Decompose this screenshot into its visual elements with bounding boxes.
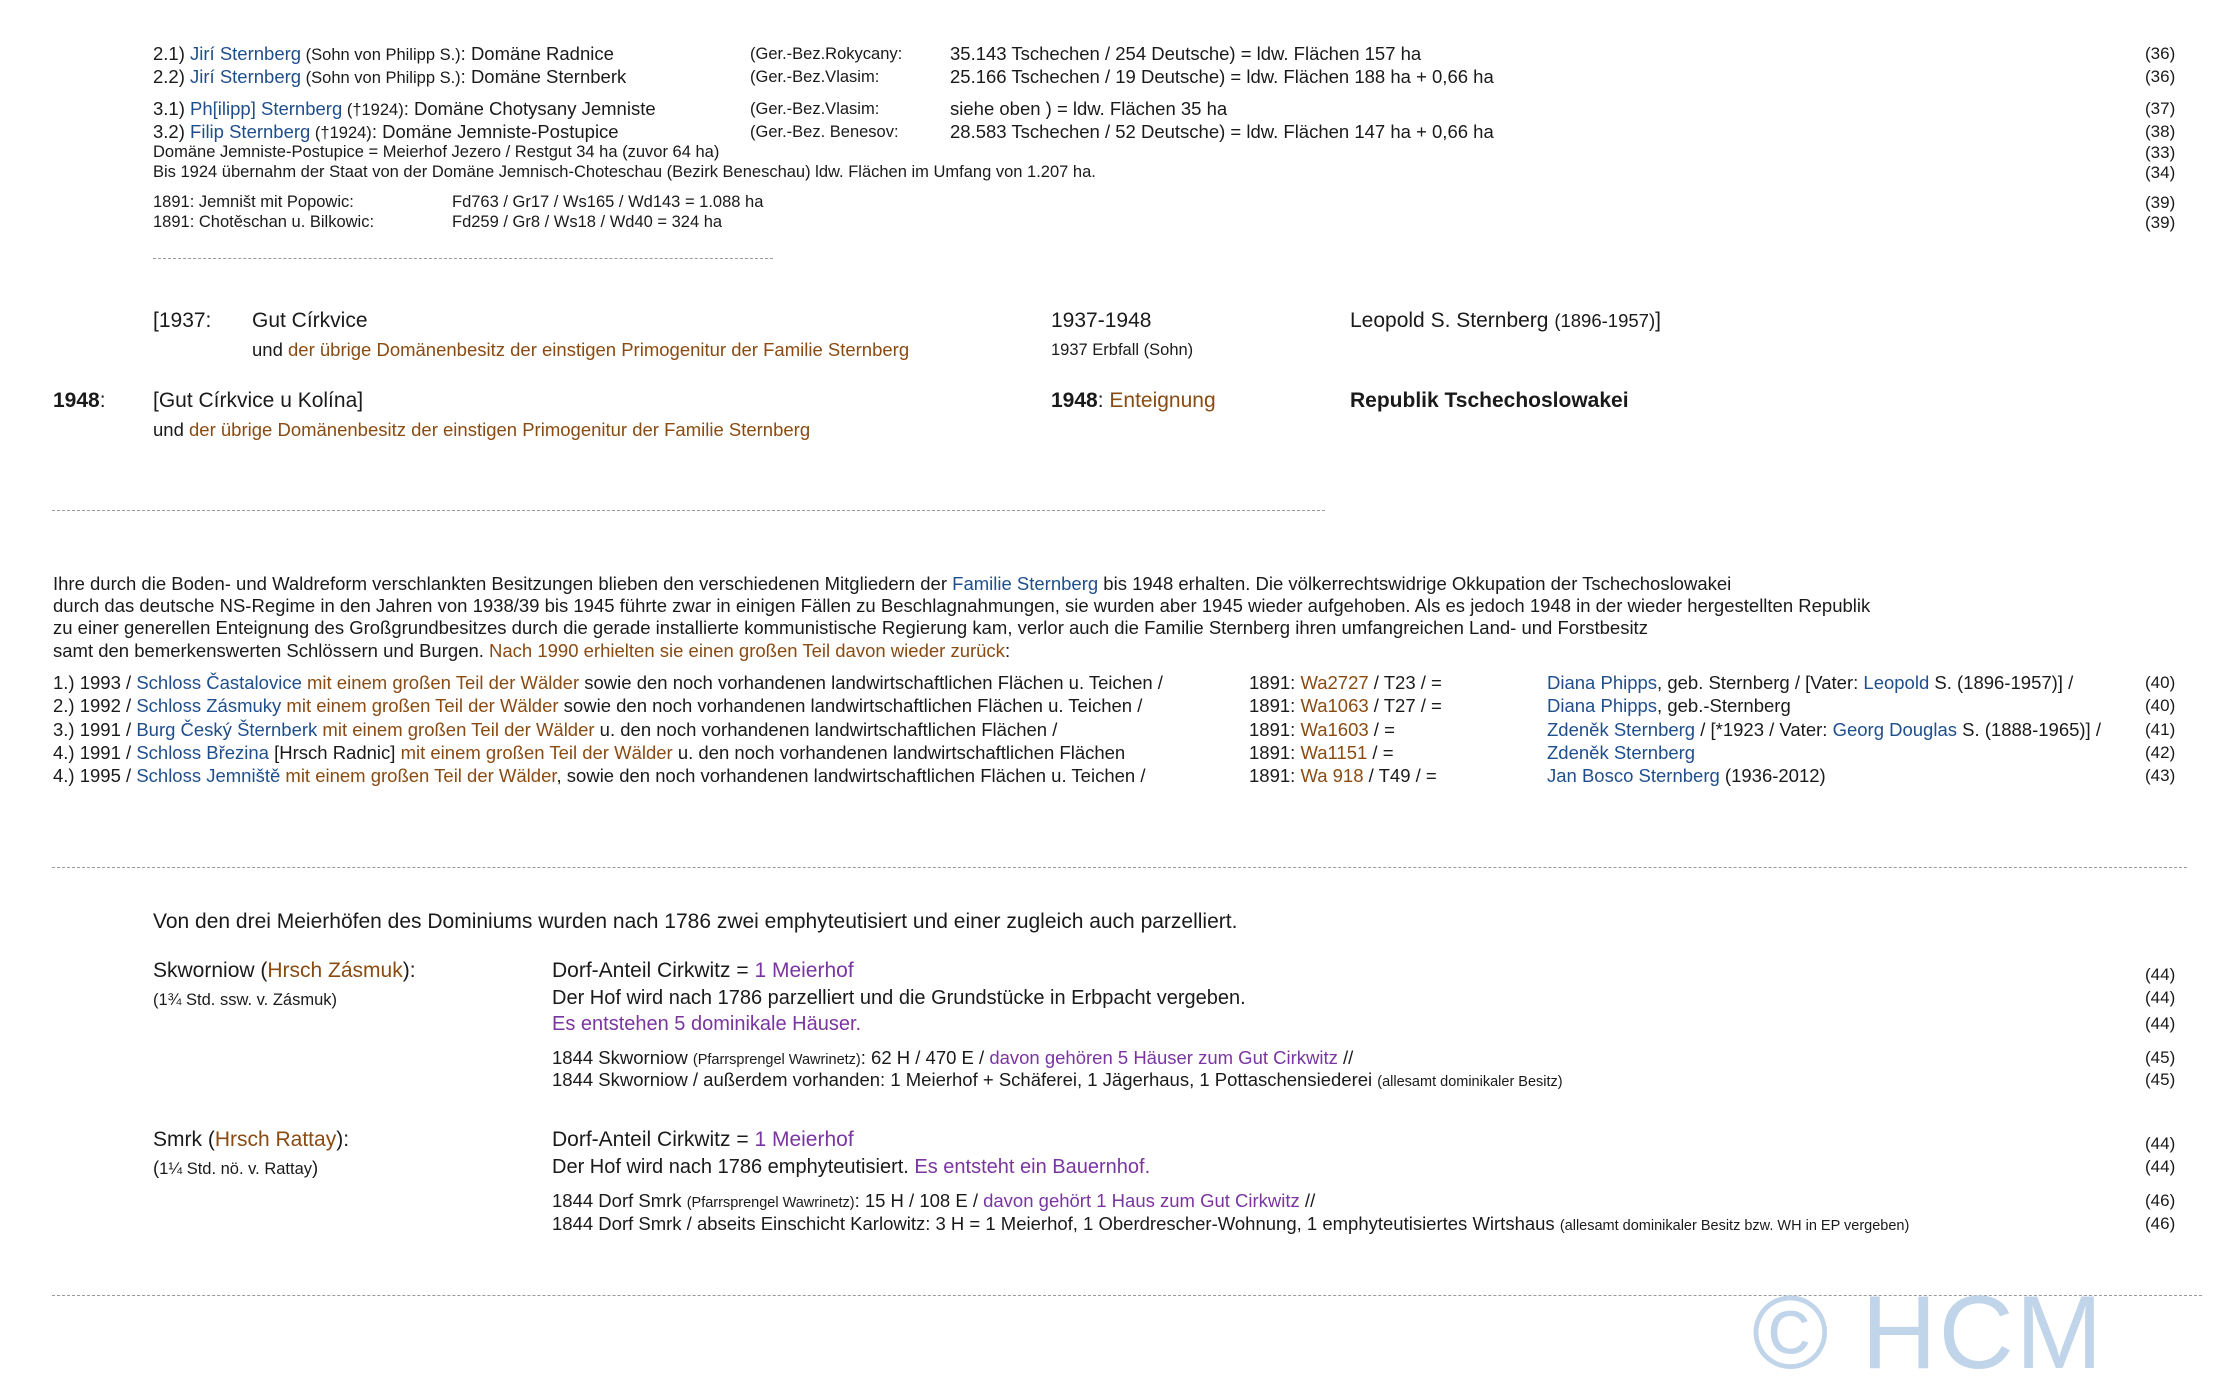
divider (52, 867, 2187, 868)
divider (52, 510, 1325, 511)
castle-link[interactable]: Burg Český Šternberk (136, 719, 318, 740)
expropriation: 1948: Enteignung (1051, 389, 1216, 412)
castle-link[interactable]: Schloss Jemniště (136, 765, 281, 786)
section-intro: Von den drei Meierhöfen des Dominiums wurden nach 1786 zwei emphyteutisiert und einer zugleich auch parzelliert. (153, 910, 1238, 933)
estate-title: Gut Církvice (252, 309, 368, 332)
person-link[interactable]: Zdeněk Sternberg (1547, 719, 1696, 740)
person-link[interactable]: Zdeněk Sternberg (1547, 742, 1696, 763)
village-location: (1¼ Std. nö. v. Rattay) (153, 1157, 319, 1178)
footnote-ref: (38) (2145, 122, 2176, 141)
period: 1937-1948 (1051, 309, 1152, 332)
footnote-ref: (45) (2145, 1070, 2176, 1089)
family-link[interactable]: Familie Sternberg (952, 573, 1099, 594)
person-link[interactable]: Diana Phipps (1547, 695, 1658, 716)
footnote-ref: (33) (2145, 143, 2176, 162)
footnote-ref: (39) (2145, 193, 2176, 212)
footnote-ref: (41) (2145, 720, 2176, 739)
footnote-ref: (42) (2145, 743, 2176, 762)
person-link[interactable]: Jirí Sternberg (190, 43, 302, 64)
entry-year: 1948: (53, 389, 106, 412)
person-link[interactable]: Georg Douglas (1832, 719, 1957, 740)
village-location: (1¾ Std. ssw. v. Zásmuk) (153, 991, 337, 1009)
owner: Republik Tschechoslowakei (1350, 389, 1629, 412)
footnote-ref: (46) (2145, 1214, 2176, 1233)
person-link[interactable]: Leopold (1863, 672, 1930, 693)
divider (153, 258, 773, 259)
person-link[interactable]: Diana Phipps (1547, 672, 1658, 693)
estate-title: [Gut Církvice u Kolína] (153, 389, 364, 412)
footnote-ref: (44) (2145, 965, 2176, 984)
footnote-ref: (44) (2145, 1014, 2176, 1033)
paragraph-line: zu einer generellen Enteignung des Großgrundbesitzes durch die gerade installierte kommunistische Regierung kam, verlor auch die Familie Sternberg ihren umfangreichen Land- und Forstbesitz (53, 617, 1648, 638)
footnote-ref: (43) (2145, 766, 2176, 785)
footnote-ref: (34) (2145, 163, 2176, 182)
paragraph-line: samt den bemerkenswerten Schlössern und Burgen. Nach 1990 erhielten sie einen großen Teil davon wieder zurück: (53, 640, 1011, 661)
footnote-ref: (39) (2145, 213, 2176, 232)
person-link[interactable]: Jan Bosco Sternberg (1547, 765, 1720, 786)
castle-link[interactable]: Schloss Březina (136, 742, 269, 763)
castle-link[interactable]: Schloss Zásmuky (136, 695, 282, 716)
footnote-ref: (44) (2145, 988, 2176, 1007)
footnote-ref: (40) (2145, 673, 2176, 692)
period-note: 1937 Erbfall (Sohn) (1051, 341, 1194, 359)
footnote-ref: (45) (2145, 1048, 2176, 1067)
person-link[interactable]: Filip Sternberg (190, 121, 311, 142)
estate-subtitle: und der übrige Domänenbesitz der einstigen Primogenitur der Familie Sternberg (252, 339, 910, 360)
footnote-ref: (37) (2145, 99, 2176, 118)
village-name: Smrk (Hrsch Rattay): (153, 1128, 350, 1151)
owner: Leopold S. Sternberg (1896-1957)] (1350, 309, 1661, 332)
person-link[interactable]: Ph[ilipp] Sternberg (190, 98, 343, 119)
village-name: Skworniow (Hrsch Zásmuk): (153, 959, 416, 982)
person-link[interactable]: Jirí Sternberg (190, 66, 302, 87)
paragraph-line: Ihre durch die Boden- und Waldreform verschlankten Besitzungen blieben den verschiedenen Mitgliedern der Familie Sternberg bis 1948 erhalten. Die völkerrechtswidrige Okkupation der Tschechoslowakei (53, 573, 1732, 594)
footnote-ref: (46) (2145, 1191, 2176, 1210)
footnote-ref: (44) (2145, 1134, 2176, 1153)
footnote-ref: (44) (2145, 1157, 2176, 1176)
footnote-ref: (40) (2145, 696, 2176, 715)
footnote-ref: (36) (2145, 44, 2176, 63)
estate-subtitle: und der übrige Domänenbesitz der einstigen Primogenitur der Familie Sternberg (153, 419, 811, 440)
footnote-ref: (36) (2145, 67, 2176, 86)
paragraph-line: durch das deutsche NS-Regime in den Jahren von 1938/39 bis 1945 führte zwar in einigen Fällen zu Beschlagnahmungen, sie wurden aber 1945 wieder aufgehoben. Als es jedoch 1948 in der wieder hergestellten Republik (53, 595, 1871, 616)
copyright-watermark: © HCM (1752, 1275, 2105, 1391)
castle-link[interactable]: Schloss Častalovice (136, 672, 302, 693)
entry-label: [1937: (153, 309, 212, 332)
